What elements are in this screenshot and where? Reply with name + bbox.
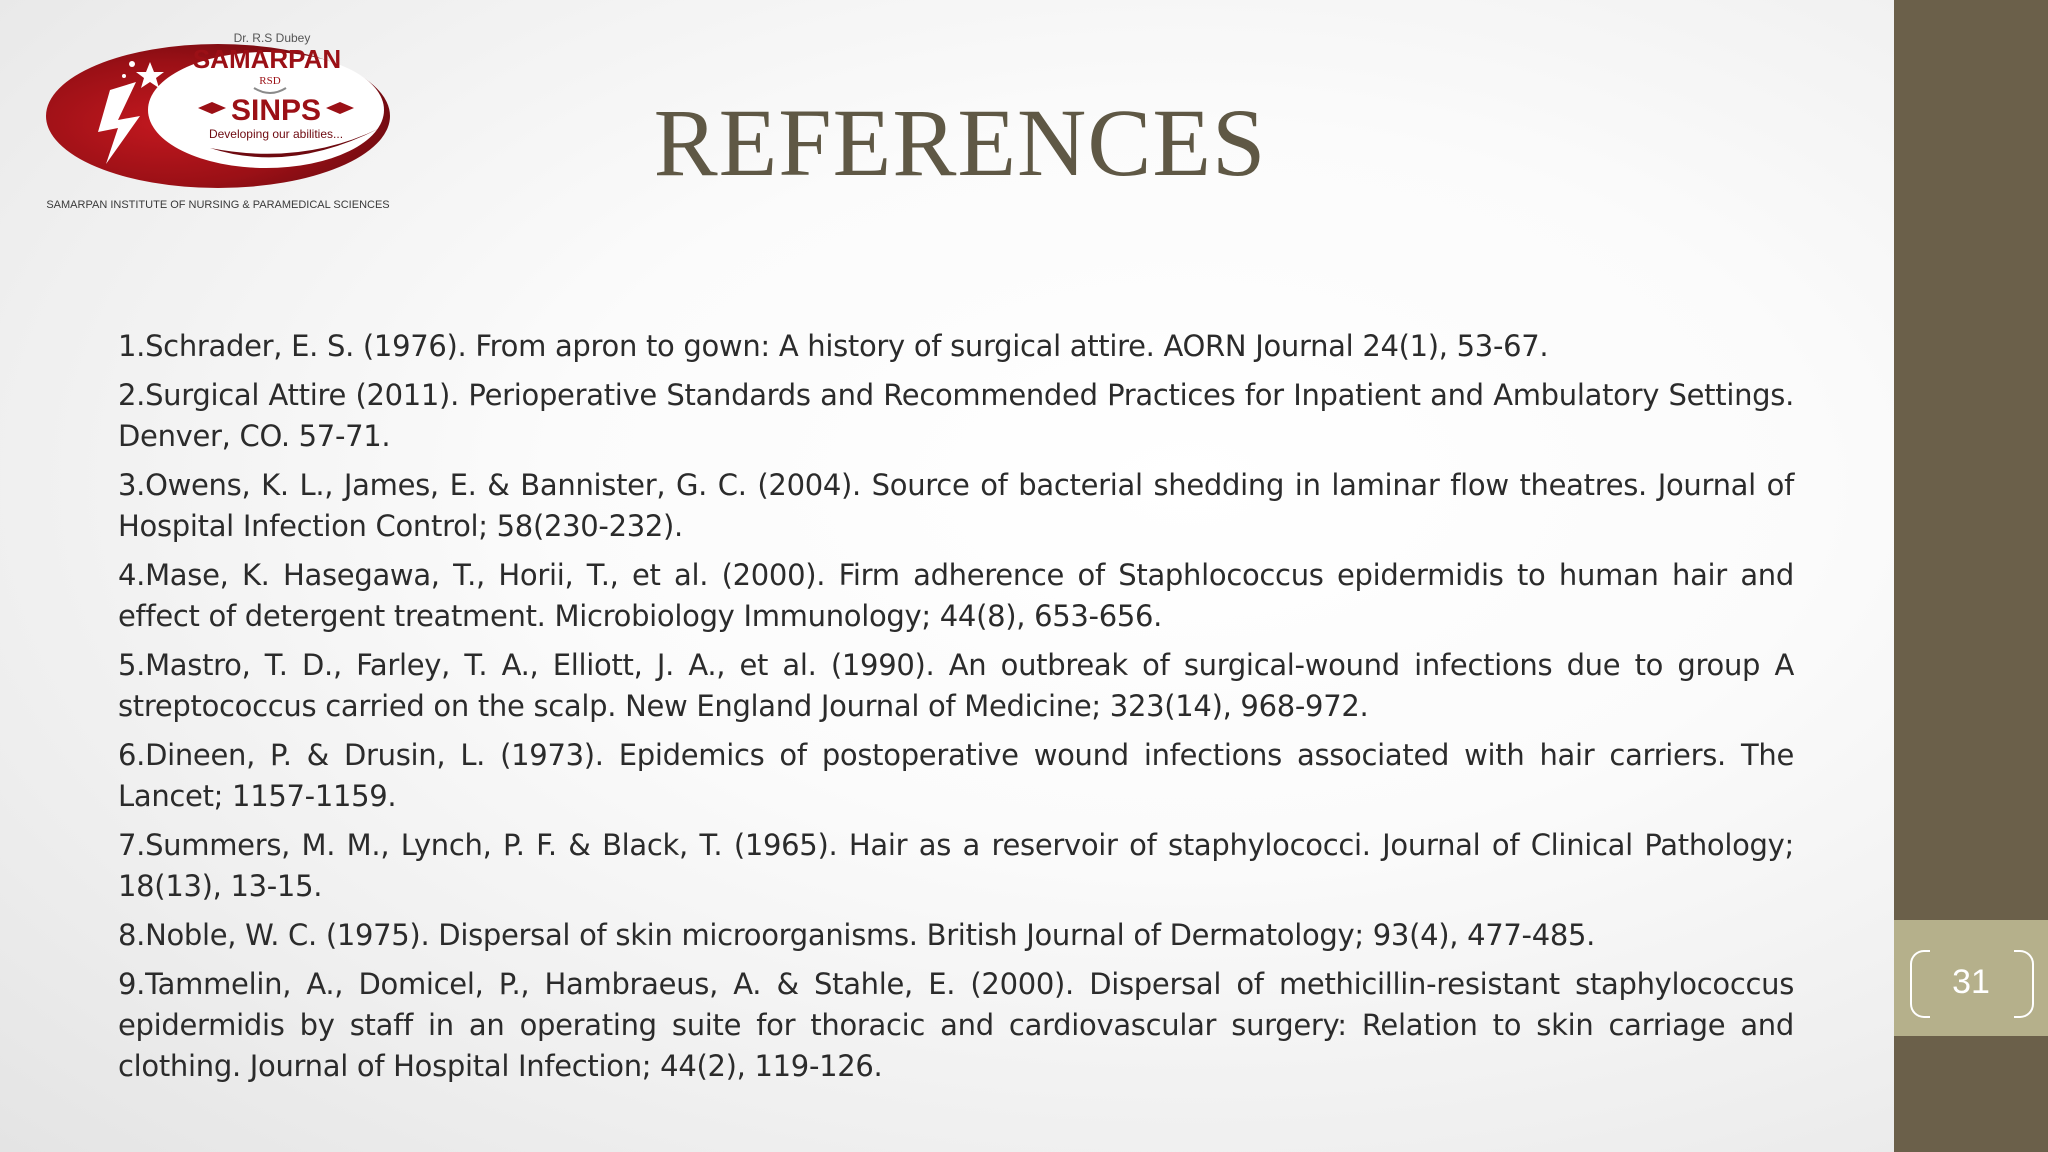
reference-item-5: 5.Mastro, T. D., Farley, T. A., Elliott, J. A., et al. (1990). An outbreak of surgical-wound infections due to group A streptococcus carried on the scalp. New England Journal of Medicine; 323(14), 968-972. (118, 648, 1794, 723)
right-bracket-icon (2014, 950, 2034, 1018)
logo-brand-text: SAMARPAN (192, 44, 342, 74)
logo-tagline-text: Developing our abilities... (208, 127, 344, 141)
logo-owner-text: Dr. R.S Dubey (233, 31, 311, 45)
reference-item-8: 8.Noble, W. C. (1975). Dispersal of skin microorganisms. British Journal of Dermatology; 93(4), 477-485. (118, 918, 1596, 952)
left-bracket-icon (1910, 950, 1930, 1018)
reference-item-1: 1.Schrader, E. S. (1976). From apron to gown: A history of surgical attire. AORN Journal 24(1), 53-67. (118, 329, 1549, 363)
reference-item-7: 7.Summers, M. M., Lynch, P. F. & Black, T. (1965). Hair as a reservoir of staphylococci. Journal of Clinical Pathology; 18(13), 13-15. (118, 828, 1794, 903)
institute-logo (40, 24, 400, 224)
reference-item-9: 9.Tammelin, A., Domicel, P., Hambraeus, A. & Stahle, E. (2000). Dispersal of methicillin-resistant staphylococcus epidermidis by staff in an operating suite for thoracic and cardiovascular surgery: Relation to skin carriage and clothing. Journal of Hospital Infection; 44(2), 119-126. (118, 967, 1794, 1083)
reference-item-6: 6.Dineen, P. & Drusin, L. (1973). Epidemics of postoperative wound infections associated with hair carriers. The Lancet; 1157-1159. (118, 738, 1794, 813)
page-title: REFERENCES (653, 89, 1267, 196)
reference-item-3: 3.Owens, K. L., James, E. & Bannister, G. C. (2004). Source of bacterial shedding in laminar flow theatres. Journal of Hospital Infection Control; 58(230-232). (118, 468, 1794, 543)
reference-item-4: 4.Mase, K. Hasegawa, T., Horii, T., et al. (2000). Firm adherence of Staphlococcus epidermidis to human hair and effect of detergent treatment. Microbiology Immunology; 44(8), 653-656. (118, 558, 1794, 633)
logo-emblem-icon (40, 24, 400, 224)
reference-item-2: 2.Surgical Attire (2011). Perioperative Standards and Recommended Practices for Inpatient and Ambulatory Settings. Denver, CO. 57-71. (118, 378, 1794, 453)
page-number: 31 (1952, 963, 1990, 1001)
reference-list (118, 326, 1794, 1095)
logo-name-text: SINPS (230, 94, 322, 127)
logo-institute-text: SAMARPAN INSTITUTE OF NURSING & PARAMEDICAL SCIENCES (46, 199, 390, 211)
logo-mark-text: RSD (259, 75, 281, 87)
